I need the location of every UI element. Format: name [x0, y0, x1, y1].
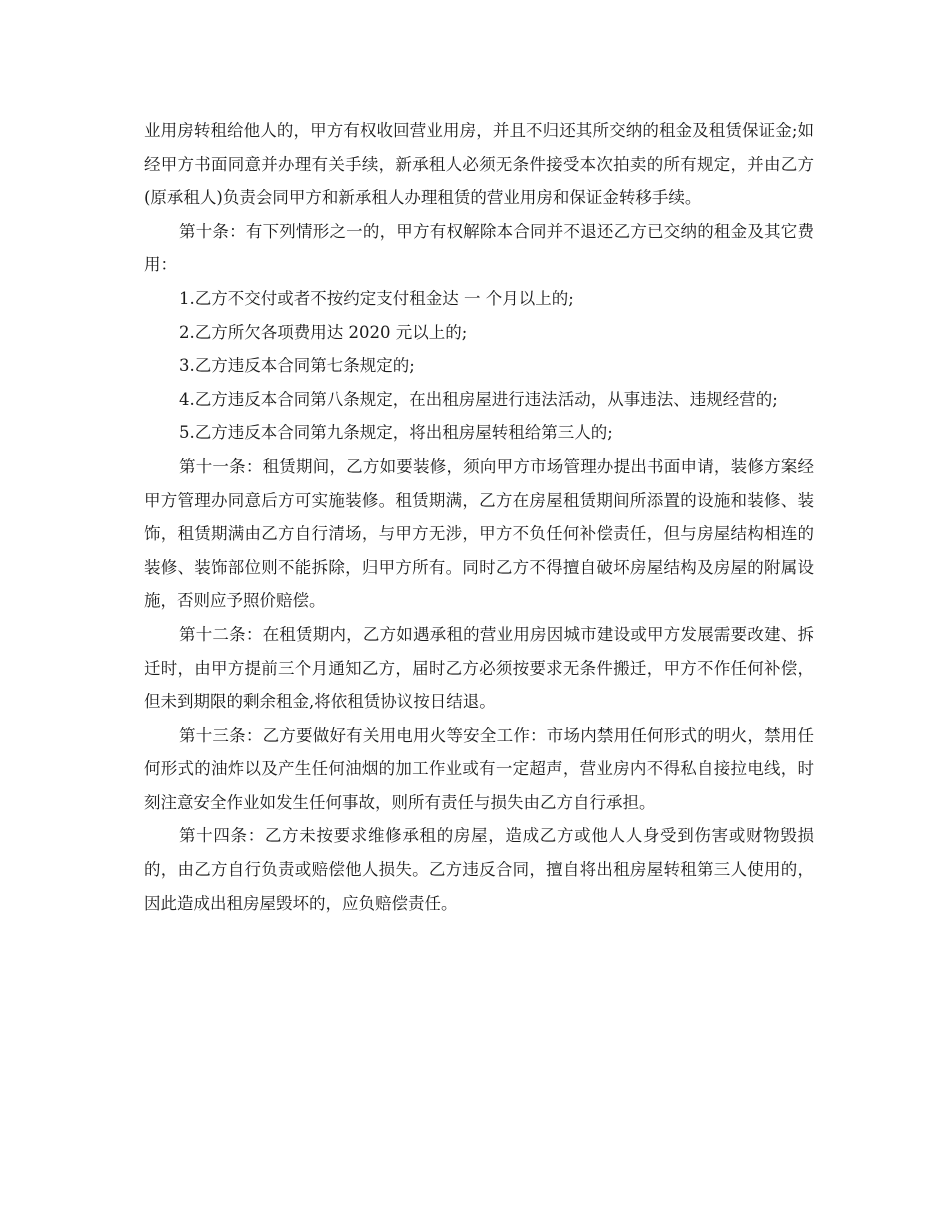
document-body [144, 114, 814, 920]
list-item-3: 3.乙方违反本合同第七条规定的; [179, 356, 415, 376]
list-item-2: 2.乙方所欠各项费用达 2020 元以上的; [179, 322, 468, 342]
list-item-4: 4.乙方违反本合同第八条规定，在出租房屋进行违法活动，从事违法、违规经营的; [179, 389, 778, 409]
paragraph-article-14: 第十四条：乙方未按要求维修承租的房屋，造成乙方或他人人身受到伤害或财物毁损的，由乙方自行负责或赔偿他人损失。乙方违反合同，擅自将出租房屋转租第三人使用的，因此造成出租房屋毁坏的，应负赔偿责任。 [144, 826, 814, 913]
paragraph-article-12: 第十二条：在租赁期内，乙方如遇承租的营业用房因城市建设或甲方发展需要改建、拆迁时，由甲方提前三个月通知乙方，届时乙方必须按要求无条件搬迁，甲方不作任何补偿，但未到期限的剩余租金,将依租赁协议按日结退。 [144, 624, 814, 712]
paragraph-continuation: 业用房转租给他人的，甲方有权收回营业用房，并且不归还其所交纳的租金及租赁保证金;如经甲方书面同意并办理有关手续，新承租人必须无条件接受本次拍卖的所有规定，并由乙方(原承租人)负责会同甲方和新承租人办理租赁的营业用房和保证金转移手续。 [144, 121, 814, 208]
paragraph-article-10: 第十条：有下列情形之一的，甲方有权解除本合同并不退还乙方已交纳的租金及其它费用： [144, 221, 814, 275]
list-item-1: 1.乙方不交付或者不按约定支付租金达 一 个月以上的; [179, 288, 574, 308]
paragraph-article-11: 第十一条：租赁期间，乙方如要装修，须向甲方市场管理办提出书面申请，装修方案经甲方管理办同意后方可实施装修。租赁期满，乙方在房屋租赁期间所添置的设施和装修、装饰，租赁期满由乙方自行清场，与甲方无涉，甲方不负任何补偿责任，但与房屋结构相连的装修、装饰部位则不能拆除，归甲方所有。同时乙方不得擅自破坏房屋结构及房屋的附属设施，否则应予照价赔偿。 [144, 456, 814, 611]
paragraph-article-13: 第十三条：乙方要做好有关用电用火等安全工作：市场内禁用任何形式的明火，禁用任何形式的油炸以及产生任何油烟的加工作业或有一定超声，营业房内不得私自接拉电线，时刻注意安全作业如发生任何事故，则所有责任与损失由乙方自行承担。 [144, 725, 814, 812]
list-item-5: 5.乙方违反本合同第九条规定，将出租房屋转租给第三人的; [179, 423, 613, 443]
